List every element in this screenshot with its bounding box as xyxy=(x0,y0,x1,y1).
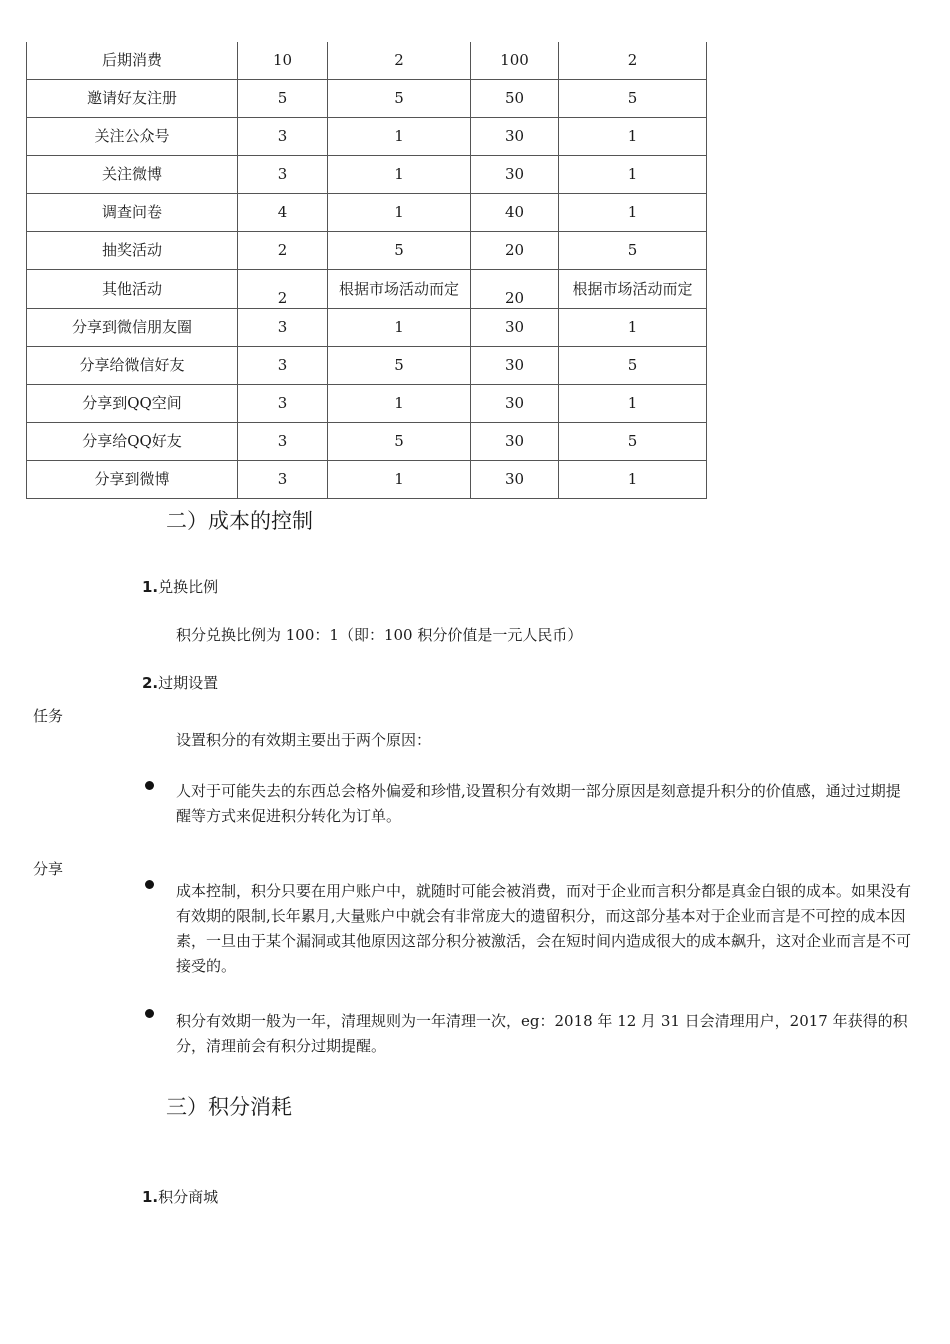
item-name-cell: 抽奖活动 xyxy=(27,232,238,270)
value-cell: 5 xyxy=(559,347,707,385)
value-cell: 1 xyxy=(328,194,471,232)
table-row xyxy=(27,461,707,499)
value-cell: 1 xyxy=(559,461,707,499)
value-cell: 1 xyxy=(328,461,471,499)
item-name-cell: 邀请好友注册 xyxy=(27,80,238,118)
value-cell: 20 xyxy=(471,270,559,309)
value-cell: 1 xyxy=(559,194,707,232)
value-cell: 3 xyxy=(238,118,328,156)
subheading-number: 2. xyxy=(142,674,159,692)
side-label-task: 任务 xyxy=(33,707,64,725)
value-cell: 1 xyxy=(328,118,471,156)
points-rules-table xyxy=(26,42,707,499)
value-cell: 根据市场活动而定 xyxy=(559,270,707,309)
subheading-points-mall xyxy=(142,1186,218,1207)
bullet-icon xyxy=(145,880,154,889)
value-cell: 5 xyxy=(328,80,471,118)
exchange-ratio-text: 积分兑换比例为 100：1（即：100 积分价值是一元人民币） xyxy=(176,626,583,644)
table-row xyxy=(27,80,707,118)
value-cell: 1 xyxy=(559,385,707,423)
value-cell: 2 xyxy=(328,42,471,80)
value-cell: 1 xyxy=(328,309,471,347)
value-cell: 10 xyxy=(238,42,328,80)
value-cell: 1 xyxy=(559,156,707,194)
subheading-number: 1. xyxy=(142,578,159,596)
item-name-cell: 分享到微信朋友圈 xyxy=(27,309,238,347)
section-heading-points-consumption: 三）积分消耗 xyxy=(166,1095,292,1119)
value-cell: 30 xyxy=(471,423,559,461)
subheading-title: 兑换比例 xyxy=(158,578,219,596)
table-row xyxy=(27,309,707,347)
value-cell: 50 xyxy=(471,80,559,118)
item-name-cell: 分享到QQ空间 xyxy=(27,385,238,423)
subheading-title: 过期设置 xyxy=(158,674,219,692)
value-cell: 5 xyxy=(559,232,707,270)
table-row xyxy=(27,194,707,232)
value-cell: 5 xyxy=(328,423,471,461)
value-cell: 根据市场活动而定 xyxy=(328,270,471,309)
table-row xyxy=(27,423,707,461)
value-cell: 2 xyxy=(559,42,707,80)
value-cell: 3 xyxy=(238,461,328,499)
value-cell: 5 xyxy=(559,80,707,118)
value-cell: 5 xyxy=(328,232,471,270)
bullet-icon xyxy=(145,781,154,790)
bullet-text-value-perception: 人对于可能失去的东西总会格外偏爱和珍惜,设置积分有效期一部分原因是刻意提升积分的价值感，通过过期提醒等方式来促进积分转化为订单。 xyxy=(176,782,901,825)
value-cell: 3 xyxy=(238,423,328,461)
value-cell: 3 xyxy=(238,347,328,385)
item-name-cell: 调查问卷 xyxy=(27,194,238,232)
value-cell: 30 xyxy=(471,347,559,385)
table-row xyxy=(27,347,707,385)
item-name-cell: 分享给QQ好友 xyxy=(27,423,238,461)
subheading-expiry-setting xyxy=(142,672,218,693)
value-cell: 20 xyxy=(471,232,559,270)
value-cell: 5 xyxy=(559,423,707,461)
value-cell: 1 xyxy=(559,118,707,156)
subheading-title: 积分商城 xyxy=(158,1188,219,1206)
table-row xyxy=(27,385,707,423)
value-cell: 3 xyxy=(238,156,328,194)
value-cell: 1 xyxy=(328,156,471,194)
section-heading-cost-control: 二）成本的控制 xyxy=(166,509,313,533)
side-label-share: 分享 xyxy=(33,860,64,878)
table-row xyxy=(27,42,707,80)
table-row xyxy=(27,156,707,194)
value-cell: 30 xyxy=(471,309,559,347)
table-row xyxy=(27,270,707,309)
table-row xyxy=(27,232,707,270)
expiry-intro-text: 设置积分的有效期主要出于两个原因： xyxy=(176,731,432,749)
value-cell: 3 xyxy=(238,309,328,347)
value-cell: 2 xyxy=(238,232,328,270)
value-cell: 4 xyxy=(238,194,328,232)
value-cell: 1 xyxy=(559,309,707,347)
item-name-cell: 分享给微信好友 xyxy=(27,347,238,385)
value-cell: 30 xyxy=(471,118,559,156)
value-cell: 30 xyxy=(471,385,559,423)
value-cell: 5 xyxy=(328,347,471,385)
item-name-cell: 其他活动 xyxy=(27,270,238,309)
value-cell: 3 xyxy=(238,385,328,423)
item-name-cell: 分享到微博 xyxy=(27,461,238,499)
item-name-cell: 关注微博 xyxy=(27,156,238,194)
item-name-cell: 关注公众号 xyxy=(27,118,238,156)
bullet-text-validity-period: 积分有效期一般为一年，清理规则为一年清理一次，eg：2018 年 12 月 31 日会清理用户，2017 年获得的积分，清理前会有积分过期提醒。 xyxy=(176,1012,908,1055)
value-cell: 40 xyxy=(471,194,559,232)
bullet-text-cost-control: 成本控制，积分只要在用户账户中，就随时可能会被消费，而对于企业而言积分都是真金白银的成本。如果没有有效期的限制,长年累月,大量账户中就会有非常庞大的遗留积分，而这部分基本对于企业而言是不可控的成本因素，一旦由于某个漏洞或其他原因这部分积分被激活，会在短时间内造成很大的成本飙升，这对企业而言是不可接受的。 xyxy=(176,882,912,975)
value-cell: 1 xyxy=(328,385,471,423)
table-row xyxy=(27,118,707,156)
value-cell: 30 xyxy=(471,156,559,194)
value-cell: 5 xyxy=(238,80,328,118)
value-cell: 2 xyxy=(238,270,328,309)
item-name-cell: 后期消费 xyxy=(27,42,238,80)
subheading-exchange-ratio xyxy=(142,576,218,597)
value-cell: 100 xyxy=(471,42,559,80)
value-cell: 30 xyxy=(471,461,559,499)
subheading-number: 1. xyxy=(142,1188,159,1206)
bullet-icon xyxy=(145,1009,154,1018)
